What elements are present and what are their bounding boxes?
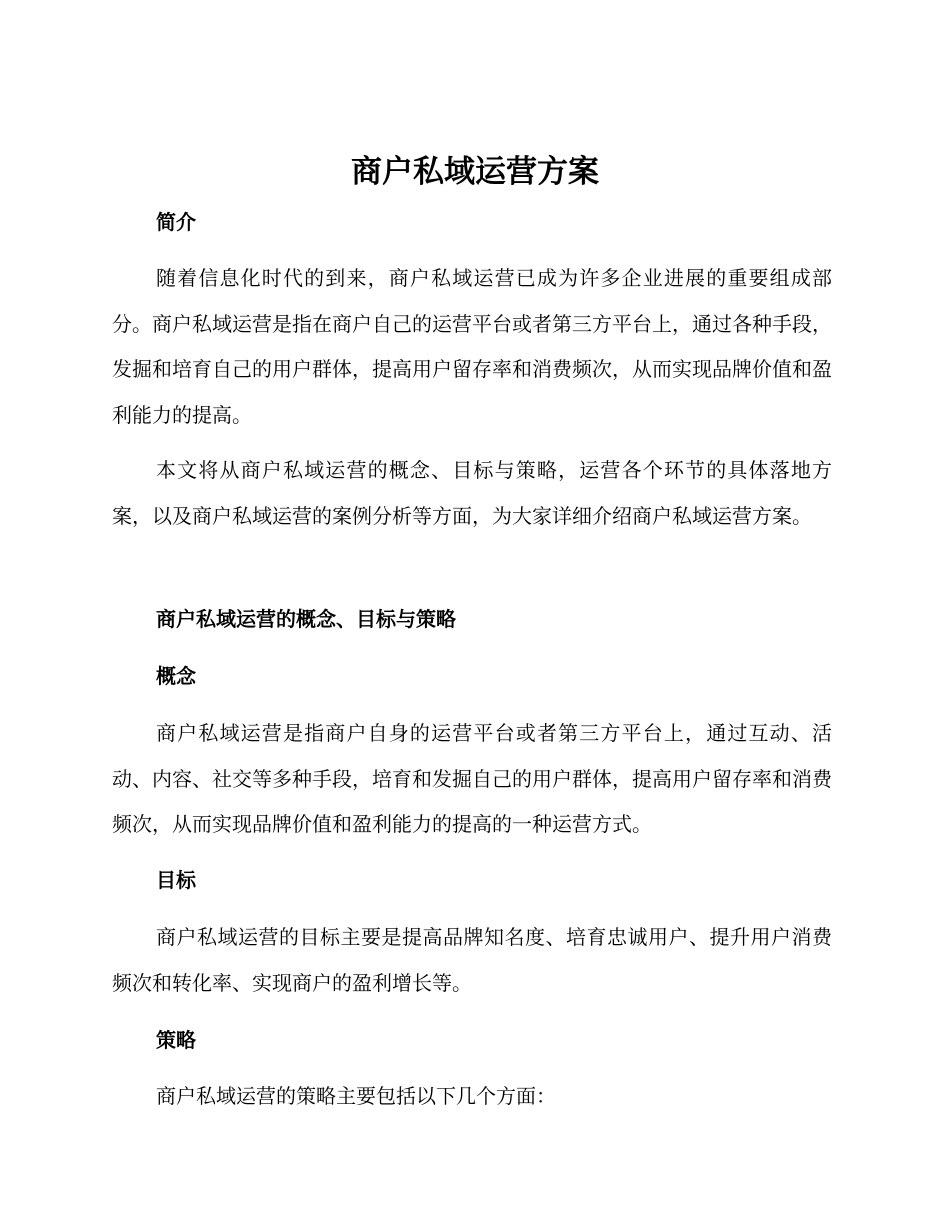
paragraph-intro-2: 本文将从商户私域运营的概念、目标与策略，运营各个环节的具体落地方案，以及商户私域运营的案例分析等方面，为大家详细介绍商户私域运营方案。 (112, 458, 832, 528)
section-heading-main: 商户私域运营的概念、目标与策略 (156, 607, 456, 631)
section-heading-strategy: 策略 (156, 1028, 196, 1052)
paragraph-intro-1: 随着信息化时代的到来，商户私域运营已成为许多企业进展的重要组成部分。商户私域运营是指在商户自己的运营平台或者第三方平台上，通过各种手段，发掘和培育自己的用户群体，提高用户留存率和消费频次，从而实现品牌价值和盈利能力的提高。 (112, 266, 832, 427)
paragraph-concept: 商户私域运营是指商户自身的运营平台或者第三方平台上，通过互动、活动、内容、社交等多种手段，培育和发掘自己的用户群体，提高用户留存率和消费频次，从而实现品牌价值和盈利能力的提高的一种运营方式。 (112, 721, 832, 836)
paragraph-goal: 商户私域运营的目标主要是提高品牌知名度、培育忠诚用户、提升用户消费频次和转化率、实现商户的盈利增长等。 (112, 925, 832, 995)
section-heading-concept: 概念 (156, 664, 196, 688)
document-title: 商户私域运营方案 (351, 154, 599, 190)
paragraph-strategy: 商户私域运营的策略主要包括以下几个方面： (156, 1084, 556, 1108)
section-heading-goal: 目标 (156, 868, 196, 892)
section-heading-intro: 简介 (156, 210, 196, 234)
